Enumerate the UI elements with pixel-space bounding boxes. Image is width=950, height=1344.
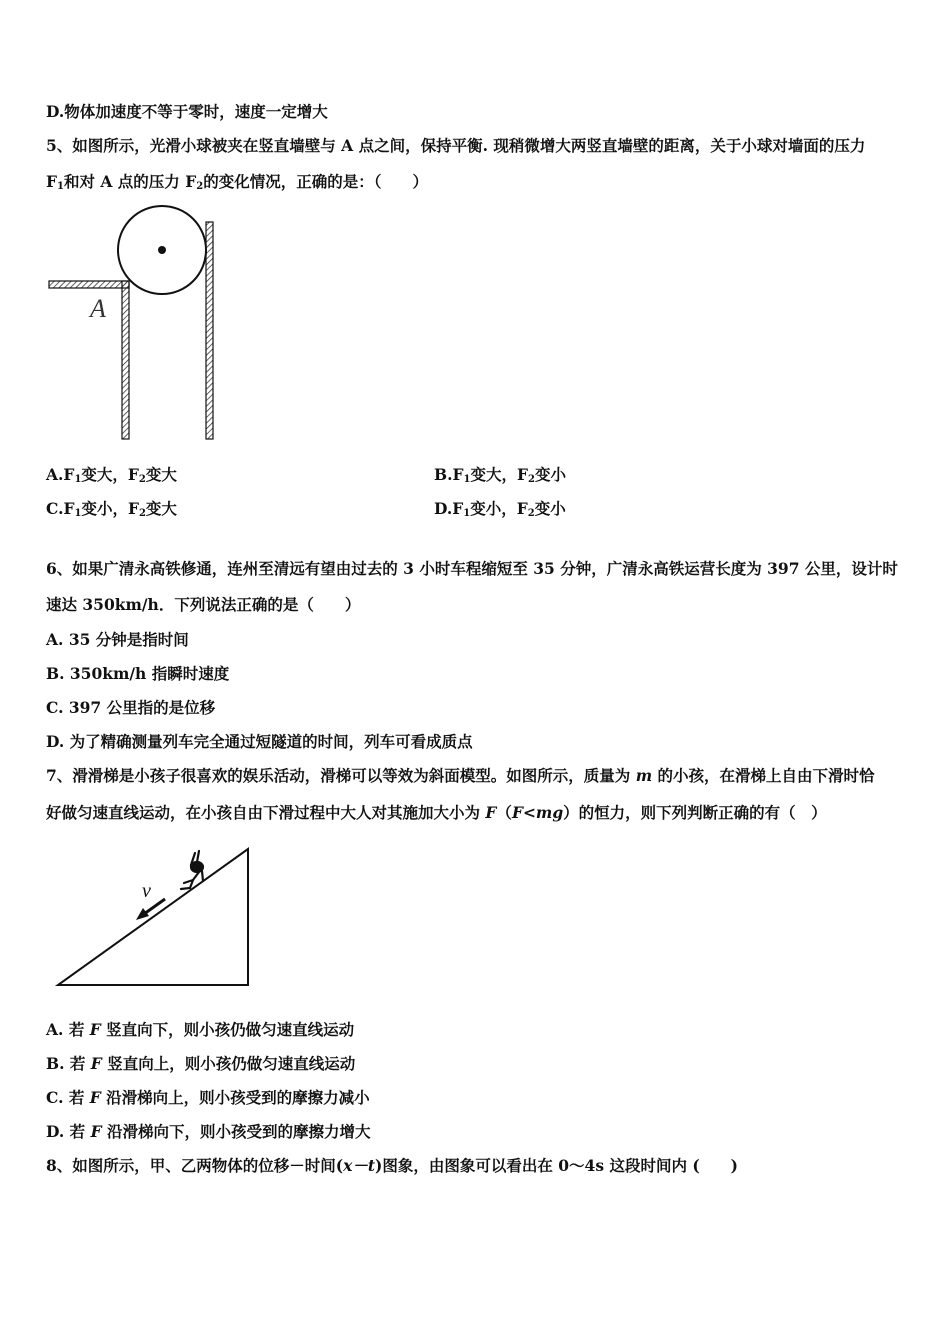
q8-stem: 8、如图所示，甲、乙两物体的位移－时间(x－t)图象，由图象可以看出在 0～4s 这段时间内 ( ) [46,1156,739,1175]
q5-stem-line2: $F_1$和对 A 点的压力 $F_2$的变化情况，正确的是：（ ） [46,172,428,192]
q5-option-d: $D.F_1$变小，$F_2$变小 [434,499,566,519]
q6-stem-line1: 6、如果广清永高铁修通，连州至清远有望由过去的 3 小时车程缩短至 35 分钟，广清永高铁运营长度为 397 公里，设计时 [46,559,898,578]
q5-figure-ball-between-walls [45,205,225,445]
q5-stem-line1: 5、如图所示，光滑小球被夹在竖直墙壁与 A 点之间，保持平衡. 现稍微增大两竖直墙壁的距离，关于小球对墙面的压力 [46,136,866,155]
q7-option-b: B. 若 F 竖直向上，则小孩仍做匀速直线运动 [46,1054,356,1073]
q6-option-b: B. 350km/h 指瞬时速度 [46,664,230,683]
q6-option-c: C. 397 公里指的是位移 [46,698,216,717]
q5-option-b: $B.F_1$变大，$F_2$变小 [434,465,566,485]
q6-stem-line2: 速达 350km/h．下列说法正确的是（ ） [46,595,361,614]
point-a-label: A [90,294,106,323]
q5-option-c: $C.F_1$变小，$F_2$变大 [46,499,177,519]
left-wall [122,281,129,439]
q5-option-a: $A.F_1$变大，$F_2$变大 [46,465,177,485]
ledge [49,281,129,288]
q7-option-c: C. 若 F 沿滑梯向上，则小孩受到的摩擦力减小 [46,1088,370,1107]
q7-stem-line2: 好做匀速直线运动，在小孩自由下滑过程中大人对其施加大小为 F（F<mg）的恒力，则下列判断正确的有（ ） [46,803,827,822]
slope-triangle [58,849,248,985]
ball-center [158,246,166,254]
q6-option-a: A. 35 分钟是指时间 [46,630,189,649]
q6-option-d: D. 为了精确测量列车完全通过短隧道的时间，列车可看成质点 [46,732,473,751]
q7-option-a: A. 若 F 竖直向下，则小孩仍做匀速直线运动 [46,1020,355,1039]
right-wall [206,222,213,439]
q7-figure-slide [52,845,262,990]
velocity-arrow-head [136,908,149,920]
velocity-label: v [142,880,151,902]
q4-option-d: D.物体加速度不等于零时，速度一定增大 [46,102,328,121]
q7-option-d: D. 若 F 沿滑梯向下，则小孩受到的摩擦力增大 [46,1122,371,1141]
q7-stem-line1: 7、滑滑梯是小孩子很喜欢的娱乐活动，滑梯可以等效为斜面模型。如图所示，质量为 m 的小孩，在滑梯上自由下滑时恰 [46,766,875,785]
